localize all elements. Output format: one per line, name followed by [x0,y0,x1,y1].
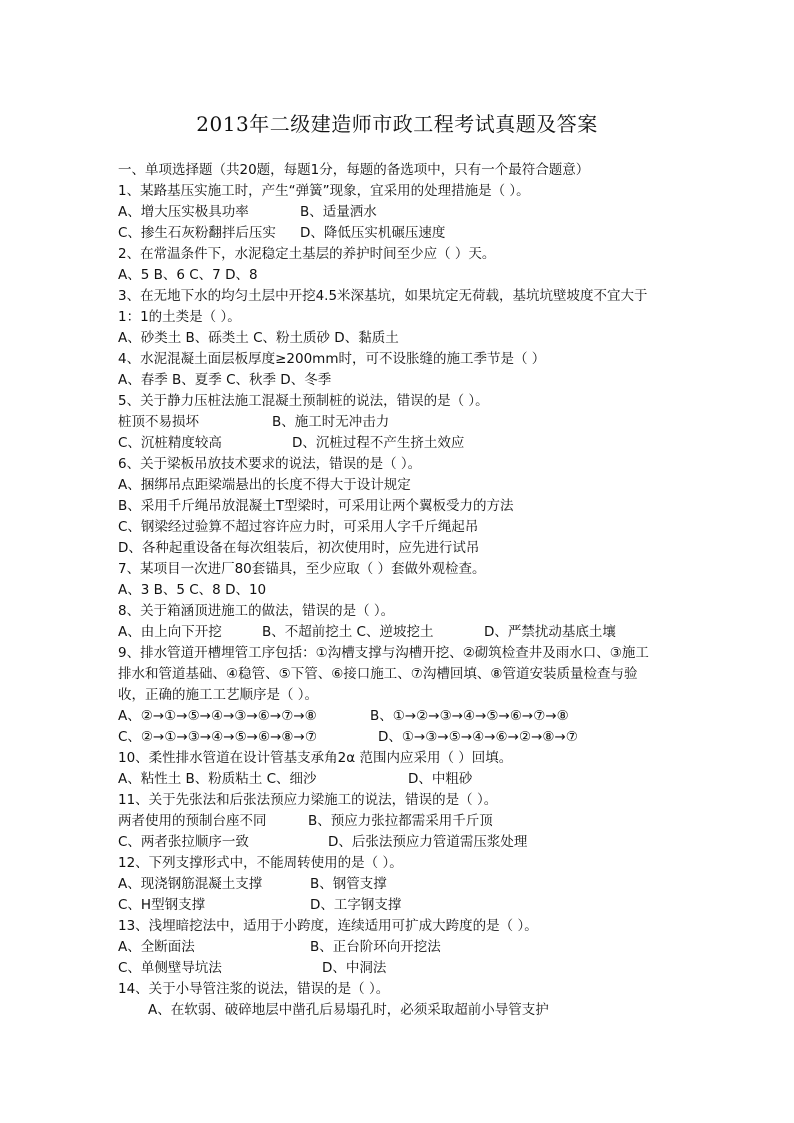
q1-option-a: A、增大压实极具功率 [118,204,249,220]
q5-option-c: C、沉桩精度较高 [118,435,222,451]
q12-option-a: A、现浇钢筋混凝土支撑 [118,876,263,892]
question-5: 5、关于静力压桩法施工混凝土预制桩的说法，错误的是（ ）。 [118,393,489,409]
question-4: 4、水泥混凝土面层板厚度≥200mm时，可不设胀缝的施工季节是（ ） [118,351,546,367]
q1-option-d: D、降低压实机碾压速度 [300,225,446,241]
q6-option-b: B、采用千斤绳吊放混凝土T型梁时，可采用让两个翼板受力的方法 [118,498,514,514]
q9-option-b: B、①→②→③→④→⑤→⑥→⑦→⑧ [370,708,569,724]
q11-option-d: D、后张法预应力管道需压浆处理 [328,834,528,850]
q10-option-d: D、中粗砂 [408,771,473,787]
question-14: 14、关于小导管注浆的说法，错误的是（ ）。 [118,981,390,997]
q8-option-a: A、由上向下开挖 [118,624,222,640]
q14-option-a: A、在软弱、破碎地层中凿孔后易塌孔时，必须采取超前小导管支护 [148,1002,549,1018]
q6-option-a: A、捆绑吊点距梁端悬出的长度不得大于设计规定 [118,477,411,493]
q9-option-a: A、②→①→⑤→④→③→⑥→⑦→⑧ [118,708,317,724]
q13-option-a: A、全断面法 [118,939,195,955]
question-11: 11、关于先张法和后张法预应力梁施工的说法，错误的是（ ）。 [118,792,498,808]
q10-options-abc: A、粘性土 B、粉质粘土 C、细沙 [118,771,317,787]
question-10: 10、柔性排水管道在设计管基支承角2α 范围内应采用（ ）回填。 [118,750,513,766]
q5-option-a: 桩顶不易损坏 [118,414,199,430]
question-2: 2、在常温条件下，水泥稳定土基层的养护时间至少应（ ）天。 [118,246,496,262]
q11-option-a: 两者使用的预制台座不同 [118,813,267,829]
question-1: 1、某路基压实施工时，产生“弹簧”现象，宜采用的处理措施是（ ）。 [118,183,530,199]
q11-option-b: B、预应力张拉都需采用千斤顶 [308,813,493,829]
q3-options: A、砂类土 B、砾类土 C、粉土质砂 D、黏质土 [118,330,399,346]
question-12: 12、下列支撑形式中，不能周转使用的是（ ）。 [118,855,403,871]
question-13: 13、浅埋暗挖法中，适用于小跨度，连续适用可扩成大跨度的是（ ）。 [118,918,538,934]
q6-option-d: D、各种起重设备在每次组装后，初次使用时，应先进行试吊 [118,540,480,556]
question-6: 6、关于梁板吊放技术要求的说法，错误的是（ ）。 [118,456,422,472]
q1-option-b: B、适量洒水 [300,204,377,220]
q13-option-b: B、正台阶环向开挖法 [310,939,441,955]
q12-option-b: B、钢管支撑 [310,876,387,892]
q9-option-c: C、②→①→③→④→⑤→⑥→⑧→⑦ [118,729,317,745]
q5-option-b: B、施工时无冲击力 [272,414,390,430]
q2-options: A、5 B、6 C、7 D、8 [118,267,258,283]
q12-option-c: C、H型钢支撑 [118,897,206,913]
question-9: 9、排水管道开槽埋管工序包括：①沟槽支撑与沟槽开挖、②砌筑检查井及雨水口、③施工 [118,645,649,661]
document-title: 2013年二级建造师市政工程考试真题及答案 [196,112,598,136]
q7-options: A、3 B、5 C、8 D、10 [118,582,267,598]
question-3: 3、在无地下水的均匀土层中开挖4.5米深基坑，如果坑定无荷载，基坑坑壁坡度不宜大于 [118,288,648,304]
q4-options: A、春季 B、夏季 C、秋季 D、冬季 [118,372,332,388]
q8-option-bc: B、不超前挖土 C、逆坡挖土 [262,624,434,640]
q13-option-d: D、中洞法 [322,960,387,976]
question-9-cont2: 收，正确的施工工艺顺序是（ ）。 [118,687,319,703]
q1-option-c: C、掺生石灰粉翻拌后压实 [118,225,276,241]
q9-option-d: D、①→③→⑤→④→⑥→②→⑧→⑦ [378,729,578,745]
q11-option-c: C、两者张拉顺序一致 [118,834,249,850]
section-heading: 一、单项选择题（共20题，每题1分，每题的备选项中，只有一个最符合题意） [118,162,590,178]
q5-option-d: D、沉桩过程不产生挤土效应 [292,435,465,451]
question-8: 8、关于箱涵顶进施工的做法，错误的是（ ）。 [118,603,395,619]
q6-option-c: C、钢梁经过验算不超过容许应力时，可采用人字千斤绳起吊 [118,519,479,535]
q8-option-d: D、严禁扰动基底土壤 [484,624,616,640]
question-9-cont: 排水和管道基础、④稳管、⑤下管、⑥接口施工、⑦沟槽回填、⑧管道安装质量检查与验 [118,666,638,682]
q12-option-d: D、工字钢支撑 [310,897,402,913]
q13-option-c: C、单侧壁导坑法 [118,960,222,976]
question-3-cont: 1：1的土类是（ ）。 [118,309,241,325]
question-7: 7、某项目一次进厂80套锚具，至少应取（ ）套做外观检查。 [118,561,486,577]
